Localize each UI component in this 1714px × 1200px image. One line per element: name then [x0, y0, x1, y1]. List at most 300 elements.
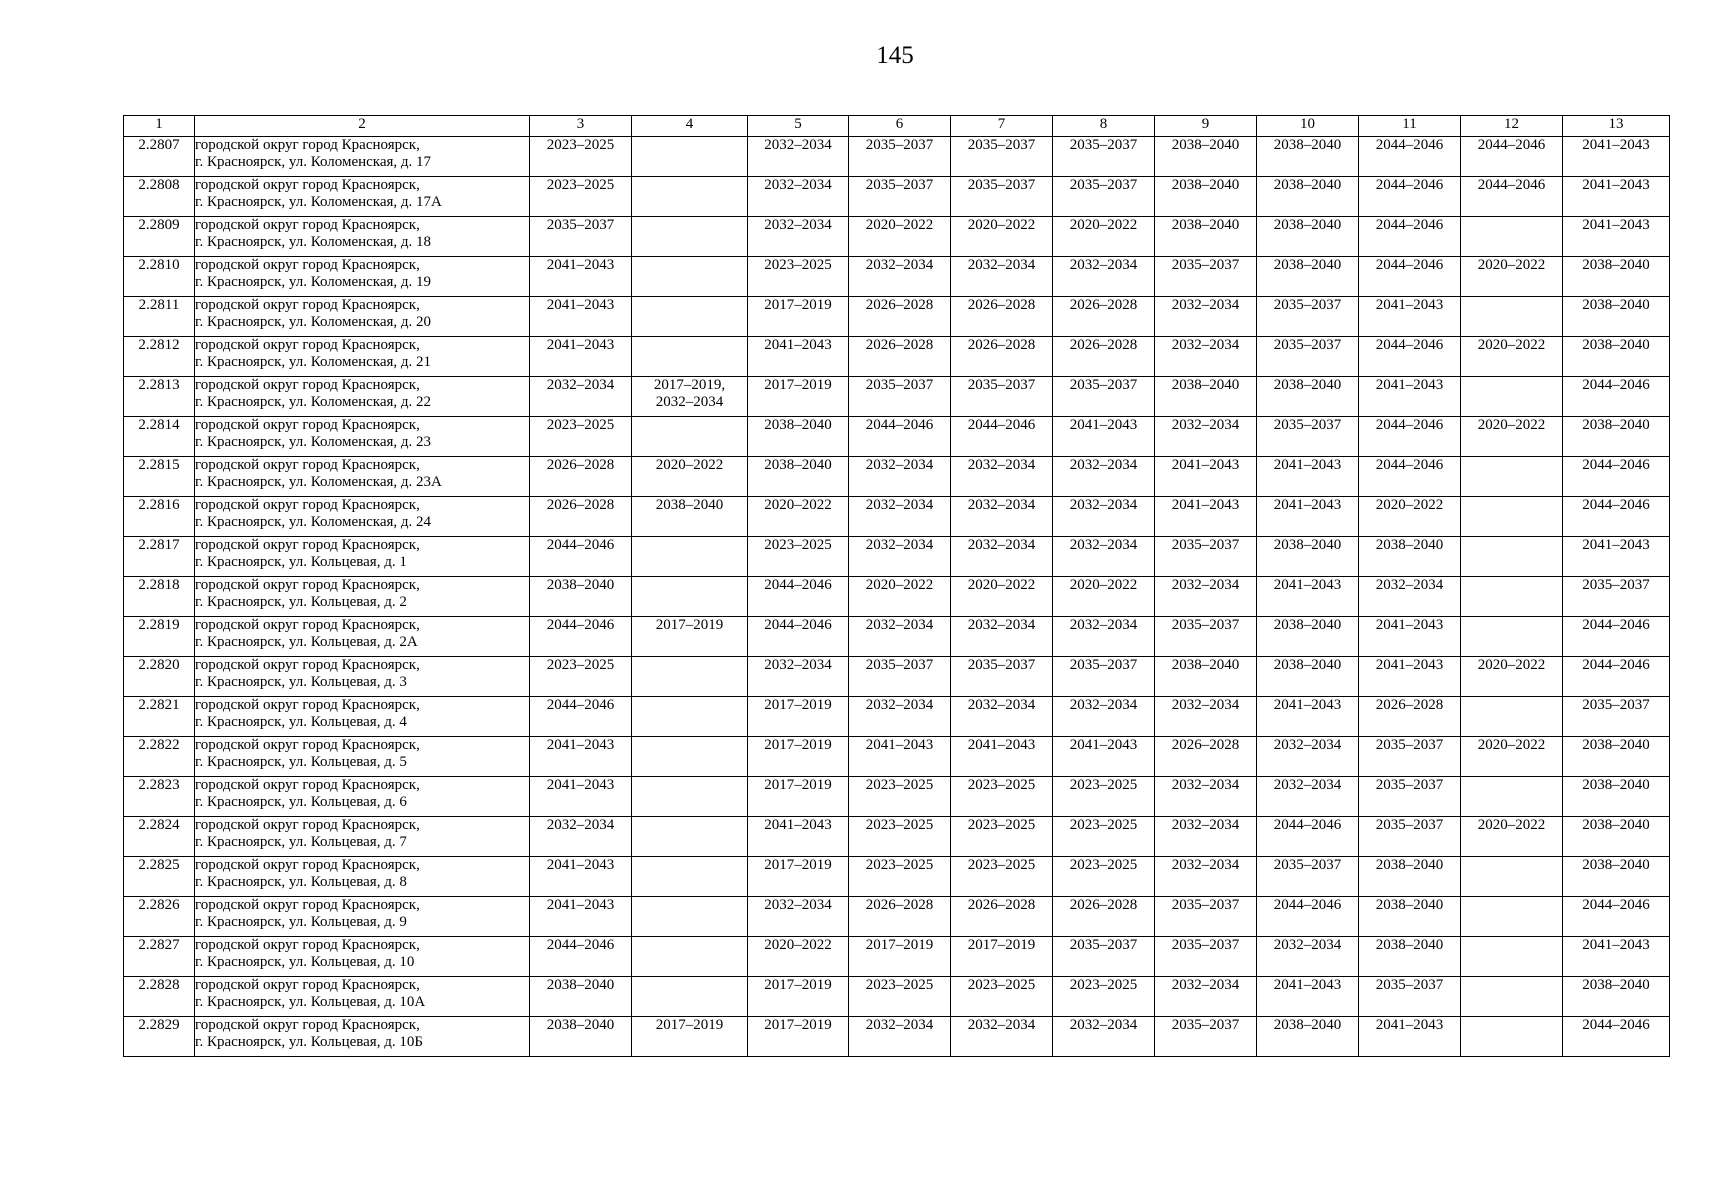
address-line: г. Красноярск, ул. Кольцевая, д. 1 — [195, 554, 407, 570]
period-cell: 2041–2043 — [1155, 457, 1257, 497]
period-cell: 2038–2040 — [1563, 737, 1670, 777]
period-cell: 2017–2019 — [951, 937, 1053, 977]
period-cell: 2041–2043 — [1257, 697, 1359, 737]
period-cell: 2044–2046 — [1563, 657, 1670, 697]
row-number: 2.2815 — [124, 457, 195, 497]
period-cell: 2038–2040 — [1155, 137, 1257, 177]
period-cell: 2023–2025 — [530, 177, 632, 217]
address-line: городской округ город Красноярск, — [195, 817, 420, 833]
address-line: городской округ город Красноярск, — [195, 1017, 420, 1033]
period-cell: 2017–2019 — [748, 857, 849, 897]
address-line: г. Красноярск, ул. Кольцевая, д. 9 — [195, 914, 407, 930]
period-cell: 2020–2022 — [1359, 497, 1461, 537]
column-header: 6 — [849, 116, 951, 137]
column-header: 12 — [1461, 116, 1563, 137]
address-line: городской округ город Красноярск, — [195, 337, 420, 353]
period-cell: 2044–2046 — [1461, 177, 1563, 217]
period-cell: 2044–2046 — [1359, 177, 1461, 217]
address-cell — [195, 977, 530, 1017]
row-number: 2.2811 — [124, 297, 195, 337]
period-cell: 2032–2034 — [748, 177, 849, 217]
period-cell: 2032–2034 — [849, 697, 951, 737]
period-cell: 2035–2037 — [951, 657, 1053, 697]
address-cell — [195, 817, 530, 857]
period-cell: 2041–2043 — [530, 737, 632, 777]
period-cell: 2020–2022 — [1053, 217, 1155, 257]
period-cell: 2038–2040 — [1563, 977, 1670, 1017]
period-cell: 2044–2046 — [1359, 217, 1461, 257]
period-cell: 2035–2037 — [1563, 697, 1670, 737]
period-cell: 2032–2034 — [951, 457, 1053, 497]
period-cell: 2041–2043 — [1563, 537, 1670, 577]
address-line: городской округ город Красноярск, — [195, 577, 420, 593]
period-cell: 2041–2043 — [1563, 177, 1670, 217]
period-cell: 2023–2025 — [748, 257, 849, 297]
period-cell: 2038–2040 — [1257, 177, 1359, 217]
period-cell: 2041–2043 — [530, 337, 632, 377]
column-header: 8 — [1053, 116, 1155, 137]
address-cell — [195, 1017, 530, 1057]
period-cell: 2023–2025 — [1053, 977, 1155, 1017]
address-cell — [195, 177, 530, 217]
address-line: г. Красноярск, ул. Кольцевая, д. 5 — [195, 754, 407, 770]
address-line: городской округ город Красноярск, — [195, 217, 420, 233]
period-cell: 2041–2043 — [1053, 737, 1155, 777]
table-row — [124, 1017, 1670, 1057]
address-line: городской округ город Красноярск, — [195, 497, 420, 513]
period-cell: 2035–2037 — [1155, 257, 1257, 297]
period-cell: 2038–2040 — [530, 577, 632, 617]
period-cell: 2044–2046 — [1359, 337, 1461, 377]
table-row — [124, 817, 1670, 857]
period-cell: 2032–2034 — [1257, 737, 1359, 777]
period-cell: 2035–2037 — [951, 177, 1053, 217]
address-line: городской округ город Красноярск, — [195, 657, 420, 673]
address-line: городской округ город Красноярск, — [195, 697, 420, 713]
period-cell: 2044–2046 — [1563, 457, 1670, 497]
address-cell — [195, 257, 530, 297]
table-row — [124, 217, 1670, 257]
period-cell: 2032–2034 — [849, 257, 951, 297]
period-cell: 2026–2028 — [1359, 697, 1461, 737]
column-header: 13 — [1563, 116, 1670, 137]
period-cell: 2032–2034 — [849, 1017, 951, 1057]
period-cell: 2044–2046 — [849, 417, 951, 457]
period-cell: 2023–2025 — [849, 817, 951, 857]
period-cell: 2035–2037 — [951, 377, 1053, 417]
period-cell: 2041–2043 — [849, 737, 951, 777]
period-cell: 2032–2034 — [748, 657, 849, 697]
address-line: г. Красноярск, ул. Кольцевая, д. 2 — [195, 594, 407, 610]
table-row — [124, 457, 1670, 497]
address-line: г. Красноярск, ул. Коломенская, д. 17А — [195, 194, 442, 210]
address-line: г. Красноярск, ул. Кольцевая, д. 6 — [195, 794, 407, 810]
row-number: 2.2825 — [124, 857, 195, 897]
period-cell — [1461, 937, 1563, 977]
period-cell — [632, 657, 748, 697]
period-cell: 2020–2022 — [951, 217, 1053, 257]
period-cell: 2038–2040 — [1359, 537, 1461, 577]
period-cell: 2023–2025 — [849, 777, 951, 817]
table-row — [124, 937, 1670, 977]
period-cell: 2032–2034 — [1053, 497, 1155, 537]
period-cell: 2017–2019 — [632, 1017, 748, 1057]
period-cell: 2035–2037 — [1053, 137, 1155, 177]
period-cell: 2032–2034 — [1155, 417, 1257, 457]
address-cell — [195, 457, 530, 497]
period-cell: 2032–2034 — [1155, 977, 1257, 1017]
period-cell: 2023–2025 — [849, 977, 951, 1017]
period-cell — [632, 537, 748, 577]
period-cell: 2017–2019 — [748, 977, 849, 1017]
period-cell: 2032–2034 — [951, 257, 1053, 297]
period-cell — [632, 937, 748, 977]
period-cell: 2041–2043 — [951, 737, 1053, 777]
address-line: городской округ город Красноярск, — [195, 937, 420, 953]
row-number: 2.2824 — [124, 817, 195, 857]
period-cell: 2038–2040 — [1155, 177, 1257, 217]
period-cell: 2017–2019 — [748, 1017, 849, 1057]
row-number: 2.2818 — [124, 577, 195, 617]
address-cell — [195, 337, 530, 377]
period-cell: 2020–2022 — [1461, 257, 1563, 297]
row-number: 2.2812 — [124, 337, 195, 377]
address-line: городской округ город Красноярск, — [195, 137, 420, 153]
address-cell — [195, 217, 530, 257]
period-cell: 2032–2034 — [849, 457, 951, 497]
period-cell: 2041–2043 — [1563, 217, 1670, 257]
column-header: 2 — [195, 116, 530, 137]
address-cell — [195, 937, 530, 977]
column-header: 1 — [124, 116, 195, 137]
period-cell: 2020–2022 — [1461, 817, 1563, 857]
address-line: городской округ город Красноярск, — [195, 417, 420, 433]
period-cell: 2038–2040 — [748, 457, 849, 497]
period-cell — [632, 417, 748, 457]
period-cell: 2032–2034 — [1053, 457, 1155, 497]
period-cell: 2023–2025 — [530, 657, 632, 697]
period-cell — [1461, 777, 1563, 817]
period-cell: 2044–2046 — [1563, 1017, 1670, 1057]
period-cell — [632, 217, 748, 257]
period-cell: 2041–2043 — [530, 297, 632, 337]
period-cell: 2032–2034 — [1257, 777, 1359, 817]
period-cell: 2035–2037 — [849, 137, 951, 177]
period-cell — [632, 377, 748, 417]
period-cell: 2032–2034 — [1257, 937, 1359, 977]
period-cell: 2035–2037 — [1053, 377, 1155, 417]
period-cell: 2032–2034 — [1155, 577, 1257, 617]
period-cell: 2035–2037 — [849, 657, 951, 697]
table-row — [124, 497, 1670, 537]
period-cell: 2044–2046 — [1563, 377, 1670, 417]
period-cell: 2020–2022 — [1461, 657, 1563, 697]
address-line: г. Красноярск, ул. Коломенская, д. 18 — [195, 234, 432, 250]
period-cell: 2044–2046 — [530, 617, 632, 657]
address-line: городской округ город Красноярск, — [195, 897, 420, 913]
period-cell: 2041–2043 — [1257, 977, 1359, 1017]
period-cell: 2032–2034 — [748, 217, 849, 257]
period-cell: 2020–2022 — [1053, 577, 1155, 617]
period-cell: 2041–2043 — [1359, 1017, 1461, 1057]
period-cell — [632, 977, 748, 1017]
period-cell: 2038–2040 — [1563, 857, 1670, 897]
period-cell: 2038–2040 — [748, 417, 849, 457]
period-cell: 2044–2046 — [1563, 617, 1670, 657]
period-cell: 2044–2046 — [1359, 417, 1461, 457]
period-cell — [1461, 977, 1563, 1017]
column-header: 10 — [1257, 116, 1359, 137]
address-line: г. Красноярск, ул. Коломенская, д. 20 — [195, 314, 432, 330]
period-cell: 2032–2034 — [951, 497, 1053, 537]
table-row — [124, 777, 1670, 817]
period-cell: 2038–2040 — [530, 977, 632, 1017]
address-line: г. Красноярск, ул. Коломенская, д. 24 — [195, 514, 432, 530]
period-cell: 2044–2046 — [530, 697, 632, 737]
address-line: городской округ город Красноярск, — [195, 297, 420, 313]
column-header: 9 — [1155, 116, 1257, 137]
period-cell: 2032–2034 — [951, 697, 1053, 737]
address-line: г. Красноярск, ул. Коломенская, д. 23 — [195, 434, 432, 450]
period-cell — [1461, 377, 1563, 417]
period-cell: 2035–2037 — [951, 137, 1053, 177]
period-cell: 2035–2037 — [1257, 857, 1359, 897]
period-cell: 2032–2034 — [1155, 777, 1257, 817]
column-header: 3 — [530, 116, 632, 137]
table-row — [124, 697, 1670, 737]
period-cell: 2044–2046 — [1359, 457, 1461, 497]
period-cell: 2017–2019 — [748, 737, 849, 777]
table-row — [124, 137, 1670, 177]
period-cell: 2032–2034 — [1053, 537, 1155, 577]
period-cell: 2032–2034 — [748, 897, 849, 937]
period-cell: 2017–2019 — [748, 377, 849, 417]
period-cell: 2041–2043 — [530, 777, 632, 817]
period-cell: 2032–2034 — [849, 617, 951, 657]
row-number: 2.2823 — [124, 777, 195, 817]
period-cell: 2035–2037 — [1155, 537, 1257, 577]
period-cell — [632, 337, 748, 377]
period-cell: 2032–2034 — [1053, 257, 1155, 297]
period-cell: 2020–2022 — [849, 577, 951, 617]
period-cell: 2017–2019 — [849, 937, 951, 977]
period-cell: 2017–2019 — [748, 697, 849, 737]
period-cell: 2038–2040 — [1257, 377, 1359, 417]
period-cell: 2020–2022 — [849, 217, 951, 257]
period-cell: 2032–2034 — [951, 617, 1053, 657]
period-cell — [632, 257, 748, 297]
row-number: 2.2807 — [124, 137, 195, 177]
address-line: г. Красноярск, ул. Кольцевая, д. 4 — [195, 714, 407, 730]
address-cell — [195, 737, 530, 777]
period-cell: 2038–2040 — [1359, 897, 1461, 937]
period-cell: 2035–2037 — [1155, 897, 1257, 937]
address-line: г. Красноярск, ул. Кольцевая, д. 10А — [195, 994, 426, 1010]
period-cell: 2041–2043 — [530, 897, 632, 937]
period-cell: 2044–2046 — [1257, 817, 1359, 857]
period-cell: 2026–2028 — [951, 897, 1053, 937]
period-cell: 2035–2037 — [1053, 657, 1155, 697]
period-cell: 2032–2034 — [951, 1017, 1053, 1057]
table-row — [124, 897, 1670, 937]
row-number: 2.2827 — [124, 937, 195, 977]
address-line: г. Красноярск, ул. Коломенская, д. 23А — [195, 474, 442, 490]
row-number: 2.2822 — [124, 737, 195, 777]
period-cell: 2023–2025 — [1053, 777, 1155, 817]
period-cell: 2041–2043 — [1359, 657, 1461, 697]
address-line: г. Красноярск, ул. Кольцевая, д. 3 — [195, 674, 407, 690]
address-line: городской округ город Красноярск, — [195, 777, 420, 793]
period-cell: 2038–2040 — [1563, 337, 1670, 377]
period-line: 2017–2019, — [653, 377, 726, 393]
period-cell — [632, 297, 748, 337]
period-cell: 2044–2046 — [1359, 137, 1461, 177]
period-cell: 2044–2046 — [1563, 497, 1670, 537]
table-row — [124, 257, 1670, 297]
period-cell: 2038–2040 — [1359, 857, 1461, 897]
period-cell — [632, 177, 748, 217]
period-cell: 2035–2037 — [1563, 577, 1670, 617]
period-cell: 2038–2040 — [1257, 617, 1359, 657]
period-cell: 2038–2040 — [1257, 137, 1359, 177]
period-cell: 2041–2043 — [1155, 497, 1257, 537]
period-cell: 2038–2040 — [1359, 937, 1461, 977]
period-cell — [1461, 577, 1563, 617]
period-cell — [1461, 1017, 1563, 1057]
period-cell: 2032–2034 — [1359, 577, 1461, 617]
period-cell: 2041–2043 — [530, 257, 632, 297]
period-cell: 2038–2040 — [1155, 657, 1257, 697]
period-cell: 2032–2034 — [1053, 617, 1155, 657]
period-cell: 2023–2025 — [951, 977, 1053, 1017]
address-line: г. Красноярск, ул. Коломенская, д. 22 — [195, 394, 432, 410]
period-cell: 2041–2043 — [748, 337, 849, 377]
period-cell: 2026–2028 — [1053, 297, 1155, 337]
period-cell: 2026–2028 — [1053, 897, 1155, 937]
row-number: 2.2813 — [124, 377, 195, 417]
address-line: г. Красноярск, ул. Кольцевая, д. 10Б — [195, 1034, 423, 1050]
period-cell — [1461, 697, 1563, 737]
address-line: г. Красноярск, ул. Кольцевая, д. 10 — [195, 954, 415, 970]
row-number: 2.2819 — [124, 617, 195, 657]
period-cell: 2044–2046 — [530, 537, 632, 577]
period-cell: 2041–2043 — [1257, 577, 1359, 617]
address-cell — [195, 897, 530, 937]
address-line: г. Красноярск, ул. Кольцевая, д. 2А — [195, 634, 418, 650]
period-cell — [1461, 217, 1563, 257]
period-cell: 2038–2040 — [1563, 297, 1670, 337]
period-cell — [632, 777, 748, 817]
period-cell: 2035–2037 — [530, 217, 632, 257]
period-cell — [632, 857, 748, 897]
period-cell: 2035–2037 — [1155, 937, 1257, 977]
period-cell: 2023–2025 — [530, 417, 632, 457]
period-cell: 2038–2040 — [1563, 417, 1670, 457]
row-number: 2.2826 — [124, 897, 195, 937]
address-line: городской округ город Красноярск, — [195, 177, 420, 193]
table-row — [124, 737, 1670, 777]
period-cell: 2032–2034 — [951, 537, 1053, 577]
period-cell: 2035–2037 — [1359, 737, 1461, 777]
period-cell: 2044–2046 — [530, 937, 632, 977]
period-cell: 2026–2028 — [951, 297, 1053, 337]
period-cell: 2032–2034 — [1053, 697, 1155, 737]
table-row — [124, 617, 1670, 657]
schedule-table — [123, 115, 1670, 1057]
row-number: 2.2829 — [124, 1017, 195, 1057]
period-cell — [632, 817, 748, 857]
address-cell — [195, 297, 530, 337]
period-cell: 2032–2034 — [530, 377, 632, 417]
period-cell — [1461, 537, 1563, 577]
period-cell: 2032–2034 — [1155, 337, 1257, 377]
address-cell — [195, 137, 530, 177]
period-cell: 2026–2028 — [1053, 337, 1155, 377]
period-cell: 2026–2028 — [1155, 737, 1257, 777]
period-cell: 2035–2037 — [1359, 977, 1461, 1017]
period-cell: 2026–2028 — [849, 337, 951, 377]
address-cell — [195, 537, 530, 577]
period-cell: 2032–2034 — [1053, 1017, 1155, 1057]
table-row — [124, 377, 1670, 417]
column-header: 11 — [1359, 116, 1461, 137]
period-cell: 2038–2040 — [632, 497, 748, 537]
period-cell — [1461, 497, 1563, 537]
period-cell: 2017–2019 — [748, 777, 849, 817]
period-cell: 2023–2025 — [951, 777, 1053, 817]
row-number: 2.2821 — [124, 697, 195, 737]
address-cell — [195, 857, 530, 897]
period-cell: 2035–2037 — [1257, 337, 1359, 377]
period-cell: 2041–2043 — [1053, 417, 1155, 457]
period-cell: 2038–2040 — [1257, 1017, 1359, 1057]
period-cell: 2023–2025 — [1053, 857, 1155, 897]
table-row — [124, 857, 1670, 897]
address-line: г. Красноярск, ул. Кольцевая, д. 8 — [195, 874, 407, 890]
period-cell: 2038–2040 — [1563, 257, 1670, 297]
period-cell: 2017–2019 — [748, 297, 849, 337]
period-cell: 2023–2025 — [951, 817, 1053, 857]
period-cell: 2035–2037 — [1053, 177, 1155, 217]
period-cell: 2026–2028 — [530, 457, 632, 497]
period-cell: 2035–2037 — [1053, 937, 1155, 977]
address-line: городской округ город Красноярск, — [195, 457, 420, 473]
row-number: 2.2810 — [124, 257, 195, 297]
period-cell: 2038–2040 — [1257, 217, 1359, 257]
period-cell — [632, 697, 748, 737]
period-cell: 2041–2043 — [1359, 377, 1461, 417]
period-cell: 2041–2043 — [1563, 137, 1670, 177]
period-cell: 2020–2022 — [748, 937, 849, 977]
period-cell: 2035–2037 — [1359, 777, 1461, 817]
period-cell: 2026–2028 — [849, 297, 951, 337]
period-cell: 2032–2034 — [1155, 817, 1257, 857]
period-cell: 2023–2025 — [849, 857, 951, 897]
row-number: 2.2808 — [124, 177, 195, 217]
address-cell — [195, 617, 530, 657]
period-cell — [632, 577, 748, 617]
period-cell: 2020–2022 — [1461, 337, 1563, 377]
period-cell: 2020–2022 — [632, 457, 748, 497]
header-row — [124, 116, 1670, 137]
period-cell — [1461, 297, 1563, 337]
period-cell: 2041–2043 — [1257, 457, 1359, 497]
table-body — [124, 137, 1670, 1057]
period-cell: 2038–2040 — [1563, 777, 1670, 817]
address-line: городской округ город Красноярск, — [195, 537, 420, 553]
period-cell: 2017–2019 — [632, 617, 748, 657]
table-row — [124, 417, 1670, 457]
